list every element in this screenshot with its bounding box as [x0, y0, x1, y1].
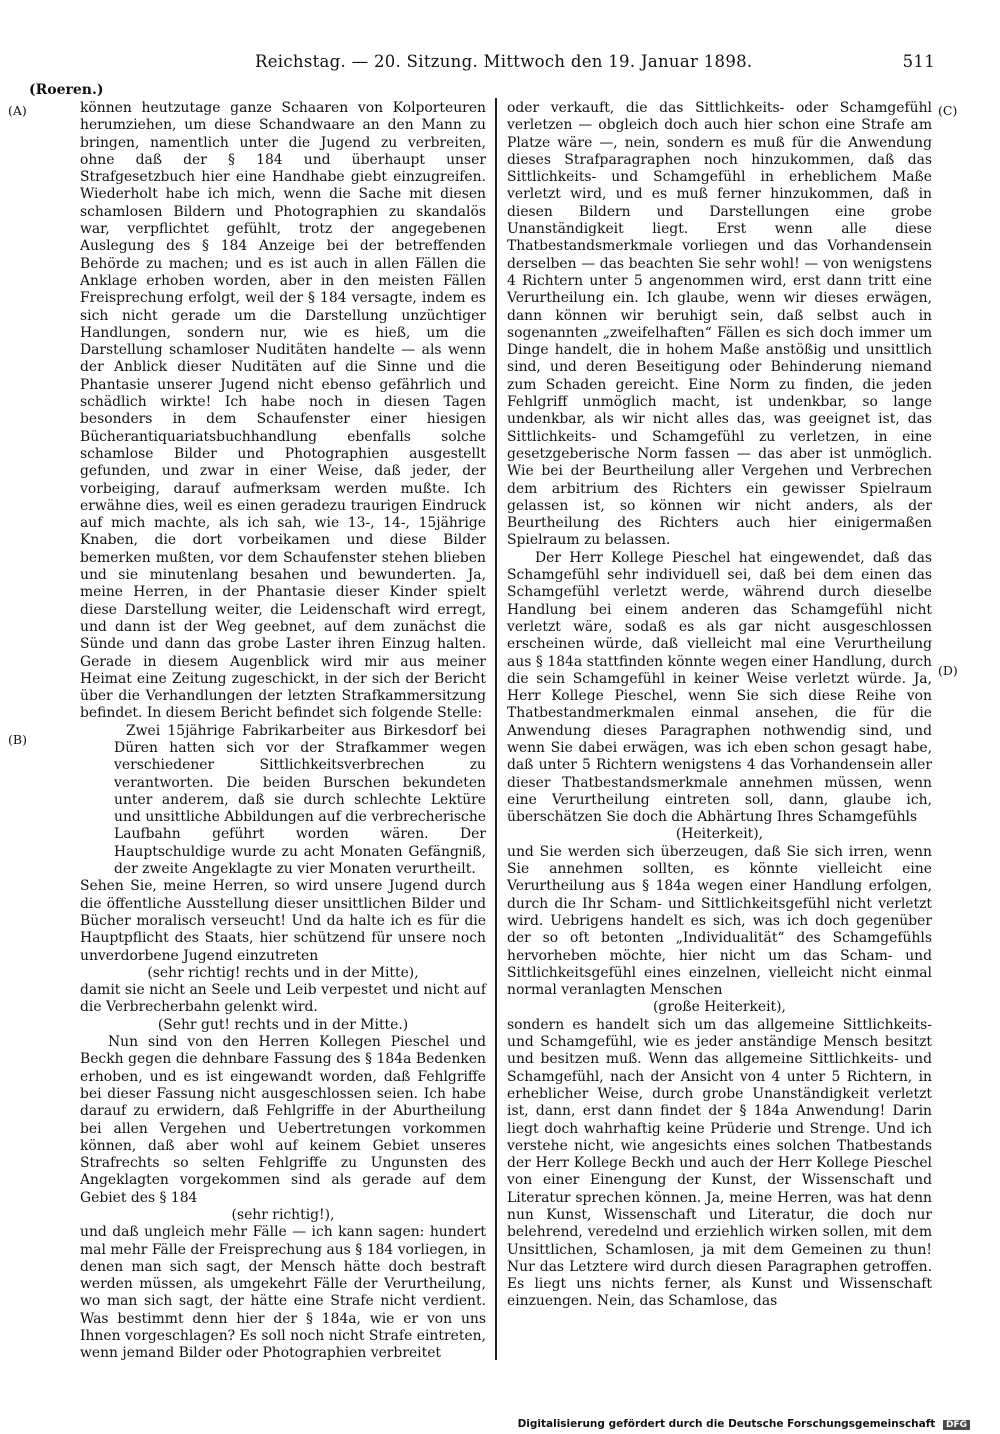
interjection: (sehr richtig! rechts und in der Mitte), — [147, 964, 419, 981]
paragraph: Der Herr Kollege Pieschel hat eingewendet, daß das Schamgefühl sehr individuell sei, daß bei dem einen das Schamgefühl verletzt werde, während durch dieselbe Handlung bei einem anderen das Schamgefühl nicht verletzt wäre, sodaß es als gar nicht ausgeschlossen erscheinen würde, daß vielleicht mal eine Verurtheilung aus § 184a stattfinden könnte wegen einer Handlung, durch die sein Schamgefühl in keiner Weise verletzt würde. Ja, Herr Kollege Pieschel, wenn Sie sich diese Reihe von Thatbestandmerkmalen einmal ansehen, die für die Anwendung dieses Paragraphen nothwendig sind, und wenn Sie dabei erwägen, was ich eben schon gesagt habe, daß unter 5 Richtern wenigstens 4 das Vorhandensein aller dieser Thatbestandsmerkmale annehmen müssen, wenn eine Verurtheilung eintreten soll, dann, glaube ich, überschätzen Sie doch die Abhärtung Ihres Schamgefühls — [507, 549, 932, 826]
left-text-column — [80, 100, 486, 1363]
quoted-report: Zwei 15jährige Fabrikarbeiter aus Birkesdorf bei Düren hatten sich vor der Strafkammer wegen verschiedener Sittlichkeitsverbrechen zu verantworten. Die beiden Burschen bekundeten unter anderem, daß sie durch schlechte Lektüre und unsittliche Abbildungen auf die verbrecherische Laufbahn geführt worden wären. Der Hauptschuldige wurde zu acht Monaten Gefängniß, der zweite Angeklagte zu vier Monaten verurtheilt. — [114, 722, 486, 878]
funding-credit — [518, 1418, 970, 1430]
paragraph: können heutzutage ganze Schaaren von Kolporteuren herumziehen, um diese Schandwaare an den Mann zu bringen, namentlich unter die Jugend zu verbreiten, ohne daß der § 184 und überhaupt unser Strafgesetzbuch hier eine Handhabe giebt einzugreifen. Wiederholt habe ich mich, wenn die Sache mit diesen schamlosen Bildern und Photographien zu skandalös war, verpflichtet gefühlt, trotz der angegebenen Auslegung des § 184 Anzeige bei der betreffenden Behörde zu machen; und es ist auch in allen Fällen die Anklage erhoben worden, aber in den meisten Fällen Freisprechung erfolgt, weil der § 184 versagte, indem es sich nicht gerade um die Darstellung unzüchtiger Handlungen, sondern nur, wie es hieß, um die Darstellung schamloser Nuditäten handelte — als wenn der Anblick dieser Nuditäten auf die Sinne und die Phantasie unserer Jugend nicht ebenso gefährlich und schädlich wirkte! Ich habe noch in diesen Tagen besonders in dem Schaufenster einer hiesigen Bücherantiquariatsbuchhandlung ebenfalls solche schamlose Bilder und Photographien ausgestellt gefunden, und zwar in einer Weise, daß jeder, der vorbeiging, darauf aufmerksam werden mußte. Ich erwähne dies, weil es einen geradezu traurigen Eindruck auf mich machte, als ich sah, wie 13-, 14-, 15jährige Knaben, die dort vorbeikamen und diese Bilder bemerken mußten, vor dem Schaufenster stehen blieben und sie minutenlang besahen und bewunderten. Ja, meine Herren, in der Phantasie dieser Kinder spielt diese Darstellung weiter, die Leidenschaft wird erregt, und dann ist der Weg geebnet, auf dem zunächst die Sünde und dann das grobe Laster ihren Einzug halten. Gerade in diesem Augenblick wird mir aus meiner Heimat eine Zeitung zugeschickt, in der sich der Bericht über die Verhandlungen der letzten Strafkammersitzung befindet. In diesem Bericht befindet sich folgende Stelle: — [80, 100, 486, 722]
running-title: Reichstag. — 20. Sitzung. Mittwoch den 19. Januar 1898. — [255, 52, 753, 71]
interjection: (große Heiterkeit), — [653, 999, 786, 1016]
paragraph: sondern es handelt sich um das allgemeine Sittlichkeits- und Schamgefühl, wie es jeder anständige Mensch besitzt und besitzen muß. Wenn das allgemeine Sittlichkeits- und Schamgefühl, nach der Ansicht von 4 unter 5 Richtern, in erheblicher Weise, durch grobe Unanständigkeit verletzt ist, dann, erst dann findet der § 184a Anwendung! Darin liegt doch wahrhaftig keine Prüderie und Strenge. Und ich verstehe nicht, wie angesichts eines solchen Thatbestands der Herr Kollege Beckh und auch der Herr Kollege Pieschel von einer Einengung der Kunst, der Wissenschaft und Literatur sprechen können. Ja, meine Herren, was hat denn nun Kunst, Wissenschaft und Literatur, die doch nur belehrend, veredelnd und erziehlich wirken sollen, mit dem Unsittlichen, Schamlosen, ja mit dem Gemeinen zu thun! Nur das Letztere wird durch diesen Paragraphen getroffen. Es liegt uns nichts ferner, als Kunst und Wissenschaft einzuengen. Nein, das Schamlose, das — [507, 1016, 932, 1310]
margin-mark-c: (C) — [938, 103, 958, 118]
margin-mark-a: (A) — [8, 103, 27, 118]
column-divider — [495, 98, 497, 1360]
margin-mark-b: (B) — [8, 732, 27, 747]
dfg-logo: DFG — [943, 1420, 970, 1430]
paragraph: und Sie werden sich überzeugen, daß Sie sich irren, wenn Sie annehmen sollten, es könnte vielleicht eine Verurtheilung aus § 184a wegen einer Handlung erfolgen, durch die Ihr Scham- und Sittlichkeitsgefühl nicht verletzt wird. Uebrigens handelt es sich, was ich doch gegenüber der so oft betonten „Individualität“ des Schamgefühls hervorheben möchte, hier nicht um das Scham- und Sittlichkeitsgefühl eines einzelnen, vielleicht nicht einmal normal veranlagten Menschen — [507, 843, 932, 999]
paragraph: und daß ungleich mehr Fälle — ich kann sagen: hundert mal mehr Fälle der Freisprechung aus § 184 vorliegen, in denen man sich sagt, der Mensch hätte doch bestraft werden müssen, als umgekehrt Fälle der Verurtheilung, wo man sich sagt, der hätte eine Strafe nicht verdient. Was bestimmt denn hier der § 184a, wie er von uns Ihnen vorgeschlagen? Es soll noch nicht Strafe eintreten, wenn jemand Bilder oder Photographien verbreitet — [80, 1224, 486, 1362]
paragraph: Sehen Sie, meine Herren, so wird unsere Jugend durch die öffentliche Ausstellung dieser unsittlichen Bilder und Bücher moralisch verseucht! Und da halte ich es für die Hauptpflicht des Staats, hier schützend für unsere noch unverdorbene Jugend einzutreten — [80, 878, 486, 964]
paragraph: Nun sind von den Herren Kollegen Pieschel und Beckh gegen die dehnbare Fassung des § 184a Bedenken erhoben, und es ist eingewandt worden, daß Fehlgriffe bei dieser Fassung nicht ausgeschlossen seien. Ich habe darauf zu erwidern, daß Fehlgriffe in der Aburtheilung bei allen Vergehen und Uebertretungen vorkommen können, daß aber wohl auf keinem Gebiet unseres Strafrechts so selten Fehlgriffe zu Ungunsten des Angeklagten vorgekommen sind als gerade auf dem Gebiet des § 184 — [80, 1034, 486, 1206]
interjection: (sehr richtig!), — [231, 1207, 335, 1223]
margin-mark-d: (D) — [938, 663, 958, 678]
paragraph: oder verkauft, die das Sittlichkeits- oder Schamgefühl verletzen — obgleich doch auch hier schon eine Strafe am Platze wäre —, nein, sondern es muß für die Anwendung dieses Strafparagraphen noch hinzukommen, daß das Sittlichkeits- und Schamgefühl in erheblichem Maße verletzt wird, und es muß ferner hinzukommen, daß in diesen Bildern und Darstellungen eine grobe Unanständigkeit liegt. Erst wenn alle diese Thatbestandsmerkmale vorliegen und das Vorhandensein derselben — das beachten Sie sehr wohl! — von wenigstens 4 Richtern unter 5 angenommen wird, erst dann tritt eine Verurtheilung ein. Ich glaube, wenn wir dieses erwägen, dann können wir beruhigt sein, daß selbst auch in sogenannten „zweifelhaften“ Fällen es sich doch immer um Dinge handelt, die in hohem Maße anstößig und unsittlich sind, und deren Beseitigung oder Behinderung niemand zum Schaden gereicht. Eine Norm zu finden, die jeden Fehlgriff unmöglich macht, ist undenkbar, so lange undenkbar, als wir nicht alles das, was geeignet ist, das Sittlichkeits- und Schamgefühl zu verletzen, in eine gesetzgeberische Norm fassen — das aber ist unmöglich. Wie bei der Beurtheilung aller Vergehen und Verbrechen dem arbitrium des Richters ein gewisser Spielraum gelassen ist, so können wir nicht anders, als der Beurtheilung des Richters auch hier einigermaßen Spielraum zu belassen. — [507, 100, 932, 549]
interjection: (Heiterkeit), — [675, 826, 764, 843]
paragraph: damit sie nicht an Seele und Leib verpestet und nicht auf die Verbrecherbahn gelenkt wird. — [80, 982, 486, 1016]
speaker-name: (Roeren.) — [29, 82, 104, 98]
right-text-column — [507, 100, 932, 1311]
interjection: (Sehr gut! rechts und in der Mitte.) — [157, 1016, 409, 1033]
funding-credit-text: Digitalisierung gefördert durch die Deutsche Forschungsgemeinschaft — [517, 1418, 936, 1430]
page-number: 511 — [902, 52, 935, 71]
